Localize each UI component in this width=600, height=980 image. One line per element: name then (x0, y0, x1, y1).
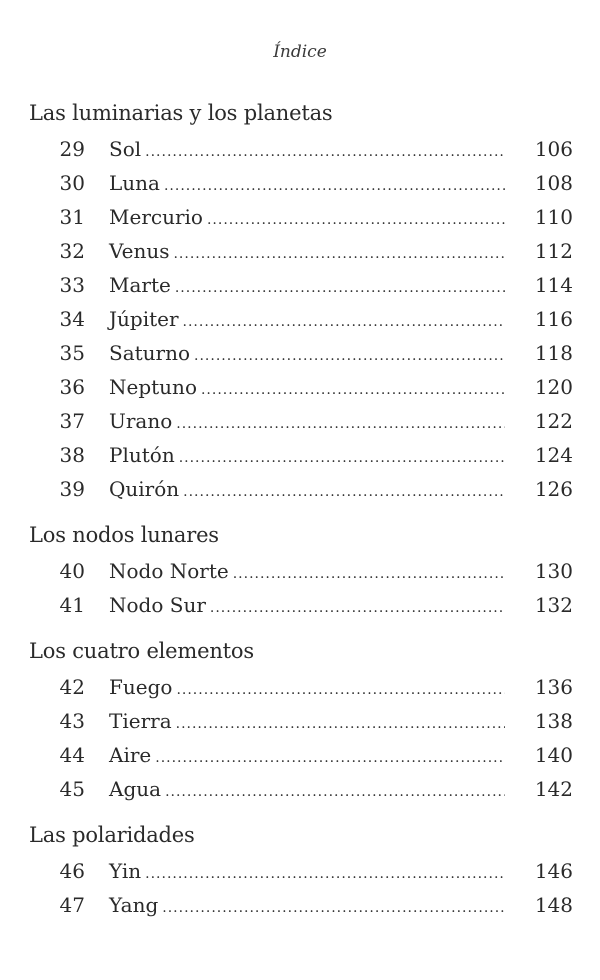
chapter-title: Venus (109, 239, 170, 263)
toc-entry[interactable] (29, 588, 573, 622)
page-number: 148 (534, 893, 573, 917)
toc-entry[interactable] (29, 438, 573, 472)
toc-entry[interactable] (29, 704, 573, 738)
section-title: Las polaridades (29, 823, 195, 847)
chapter-number: 43 (59, 709, 85, 733)
page-number: 122 (534, 409, 573, 433)
dot-leader (201, 373, 505, 407)
dot-leader (183, 475, 505, 509)
dot-leader (179, 441, 505, 475)
chapter-title: Saturno (109, 341, 191, 365)
dot-leader (183, 305, 505, 339)
chapter-number: 41 (59, 593, 85, 617)
chapter-title: Tierra (109, 709, 172, 733)
toc-entry[interactable] (29, 166, 573, 200)
page-number: 114 (534, 273, 573, 297)
chapter-title: Agua (109, 777, 162, 801)
chapter-number: 37 (59, 409, 85, 433)
toc-entry[interactable] (29, 302, 573, 336)
page-number: 118 (534, 341, 573, 365)
toc-entry[interactable] (29, 370, 573, 404)
toc-entry[interactable] (29, 772, 573, 806)
page-number: 124 (534, 443, 573, 467)
dot-leader (233, 557, 505, 591)
chapter-title: Marte (109, 273, 171, 297)
chapter-title: Sol (109, 137, 142, 161)
dot-leader (164, 169, 505, 203)
page-number: 126 (534, 477, 573, 501)
toc-entry[interactable] (29, 888, 573, 922)
toc-section (29, 520, 573, 622)
chapter-title: Neptuno (109, 375, 197, 399)
dot-leader (145, 135, 505, 169)
toc-section (29, 820, 573, 922)
dot-leader (173, 237, 505, 271)
page-number: 142 (534, 777, 573, 801)
dot-leader (155, 741, 505, 775)
toc-entry[interactable] (29, 336, 573, 370)
chapter-title: Quirón (109, 477, 180, 501)
chapter-number: 30 (59, 171, 85, 195)
dot-leader (165, 775, 505, 809)
toc-entry[interactable] (29, 854, 573, 888)
chapter-title: Yin (109, 859, 142, 883)
chapter-title: Júpiter (109, 307, 179, 331)
chapter-number: 29 (59, 137, 85, 161)
chapter-title: Yang (109, 893, 159, 917)
chapter-number: 40 (59, 559, 85, 583)
chapter-number: 47 (59, 893, 85, 917)
chapter-title: Mercurio (109, 205, 203, 229)
page-number: 132 (534, 593, 573, 617)
dot-leader (207, 203, 505, 237)
chapter-title: Aire (109, 743, 152, 767)
page-number: 108 (534, 171, 573, 195)
toc-entry[interactable] (29, 200, 573, 234)
dot-leader (176, 407, 505, 441)
page-number: 136 (534, 675, 573, 699)
page-number: 112 (534, 239, 573, 263)
chapter-title: Plutón (109, 443, 175, 467)
chapter-number: 45 (59, 777, 85, 801)
dot-leader (145, 857, 505, 891)
page-number: 138 (534, 709, 573, 733)
dot-leader (194, 339, 505, 373)
page-number: 120 (534, 375, 573, 399)
section-title: Los nodos lunares (29, 523, 219, 547)
page-number: 146 (534, 859, 573, 883)
chapter-number: 39 (59, 477, 85, 501)
dot-leader (175, 271, 505, 305)
toc-entry[interactable] (29, 554, 573, 588)
chapter-number: 42 (59, 675, 85, 699)
chapter-title: Fuego (109, 675, 173, 699)
chapter-number: 33 (59, 273, 85, 297)
chapter-title: Nodo Norte (109, 559, 229, 583)
toc-entry[interactable] (29, 472, 573, 506)
chapter-title: Luna (109, 171, 160, 195)
toc-entry[interactable] (29, 670, 573, 704)
chapter-number: 38 (59, 443, 85, 467)
chapter-number: 31 (59, 205, 85, 229)
chapter-number: 44 (59, 743, 85, 767)
toc-entry[interactable] (29, 404, 573, 438)
toc-entry[interactable] (29, 268, 573, 302)
section-title: Las luminarias y los planetas (29, 101, 333, 125)
chapter-title: Nodo Sur (109, 593, 206, 617)
page-number: 130 (534, 559, 573, 583)
toc-entry[interactable] (29, 738, 573, 772)
page-number: 140 (534, 743, 573, 767)
chapter-number: 34 (59, 307, 85, 331)
section-title: Los cuatro elementos (29, 639, 254, 663)
chapter-number: 46 (59, 859, 85, 883)
toc-section (29, 636, 573, 806)
page-number: 106 (534, 137, 573, 161)
dot-leader (210, 591, 505, 625)
chapter-title: Urano (109, 409, 173, 433)
chapter-number: 36 (59, 375, 85, 399)
toc-entry[interactable] (29, 132, 573, 166)
page-number: 116 (534, 307, 573, 331)
page-number: 110 (534, 205, 573, 229)
chapter-number: 32 (59, 239, 85, 263)
toc-entry[interactable] (29, 234, 573, 268)
toc-section (29, 98, 573, 506)
page-header: Índice (273, 42, 327, 62)
dot-leader (176, 707, 505, 741)
chapter-number: 35 (59, 341, 85, 365)
dot-leader (162, 891, 505, 925)
dot-leader (176, 673, 505, 707)
table-of-contents (29, 98, 573, 936)
